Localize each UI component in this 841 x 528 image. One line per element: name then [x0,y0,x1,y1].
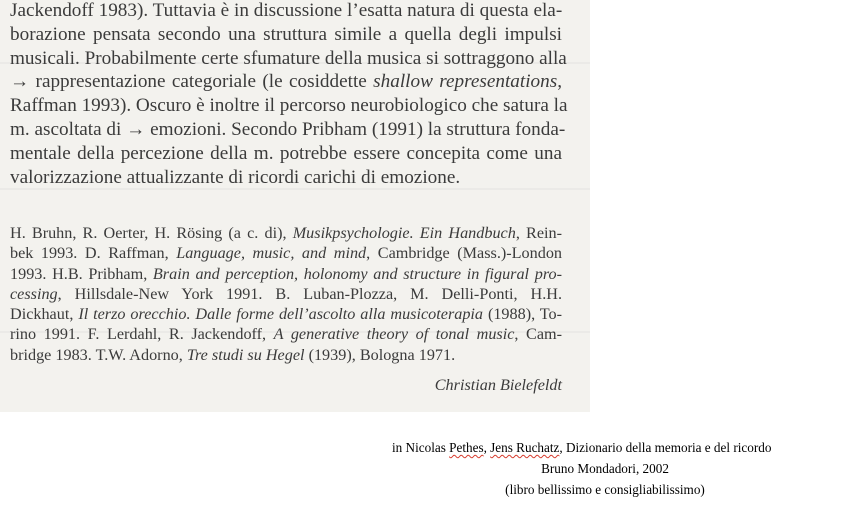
ref-text: bridge 1983. T.W. Adorno, [10,345,187,364]
ref-text: 1993. H.B. Pribham, [10,264,153,283]
ref-title: A generative theory of tonal music [273,325,515,344]
caption-text: in Nicolas [392,440,450,455]
entry-author: Christian Bielefeldt [434,376,562,394]
italic-term: shallow representations [373,71,558,93]
ref-text: , Rein- [515,224,563,242]
ref-text: , Cam- [514,325,562,344]
ref-title: Il terzo orecchio. Dalle forme dell’ascolto alla musicoterapia [78,305,484,324]
spellcheck-name[interactable]: Jens Ruchatz [490,440,560,455]
text-line: valorizzazione attualizzante di ricordi carichi di emozione. [10,166,461,188]
text-line: → rappresentazione categoriale (le cosiddette [10,71,374,93]
text-line: borazione pensata secondo una struttura simile a quella degli impulsi [10,23,562,45]
ref-title: Tre studi su Hegel [186,345,305,364]
ref-text: (1988), To- [483,305,563,324]
caption-comment: (libro bellissimo e consigliabilissimo) [505,482,705,497]
ref-text: Dickhaut, [10,305,79,324]
ref-text: (1939), Bologna 1971. [304,345,456,364]
ref-title: Language, music, and mind [176,244,367,263]
text-line: Jackendoff 1983). Tuttavia è in discussione l’esatta natura di questa ela- [10,0,563,21]
caption-text: , Dizionario della memoria e del ricordo [559,440,772,455]
text-line: , [557,71,562,93]
body-paragraph [10,0,568,189]
caption-text: , [483,440,491,455]
caption-source-line [392,437,818,458]
text-line: musicali. Probabilmente certe sfumature della musica si sottraggono alla [10,47,567,69]
ref-title: cessing [10,284,58,303]
spellcheck-name[interactable]: Pethes [449,440,484,455]
text-line: Raffman 1993). Oscuro è inoltre il percorso neurobiologico che satura la [10,95,568,117]
ref-text: bek 1993. D. Raffman, [10,244,177,263]
caption-publisher: Bruno Mondadori, 2002 [541,461,669,476]
text-line: m. ascoltata di → emozioni. Secondo Pribham (1991) la struttura fonda- [10,118,566,140]
ref-text: , Cambridge (Mass.)-London [366,244,563,263]
ref-text: H. Bruhn, R. Oerter, H. Rösing (a c. di), [10,224,293,242]
ref-title: Brain and perception, holonomy and structure in figural pro- [152,264,562,283]
source-caption [392,437,818,500]
ref-text: rino 1991. F. Lerdahl, R. Jackendoff, [10,325,274,344]
ref-text: , Hillsdale-New York 1991. B. Luban-Plozza, M. Delli-Ponti, H.H. [57,284,562,303]
bibliography [10,223,562,365]
ref-title: Musikpsychologie. Ein Handbuch [292,224,516,242]
text-line: mentale della percezione della m. potrebbe essere concepita come una [10,142,562,164]
